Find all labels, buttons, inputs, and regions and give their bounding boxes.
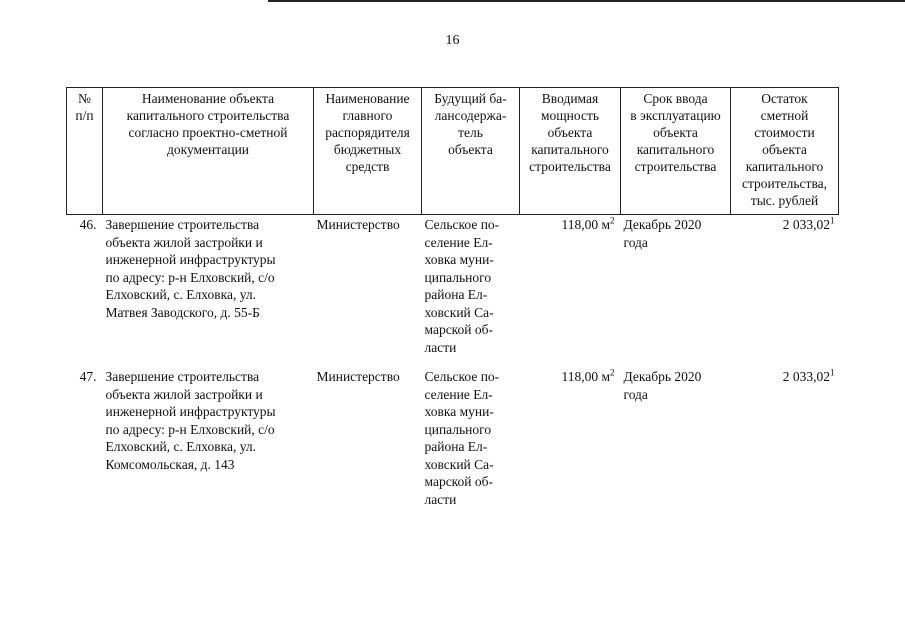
header-line: капитального [636,142,715,157]
header-line: Наименование [325,91,410,106]
header-future-holder [422,88,520,215]
estimated-balance-superscript: 1 [830,367,835,378]
object-name-line: по адресу: р-н Елховский, с/о [105,269,275,285]
estimated-balance-value: 2 033,02 [782,217,830,232]
capacity-superscript: 2 [610,367,615,378]
header-line: в эксплуатацию [630,108,721,123]
estimated-balance [731,215,839,369]
future-holder-line: ласти [424,339,457,355]
table-body [67,215,839,521]
commissioning-term-line: года [623,386,648,402]
top-rule [268,0,905,2]
header-line: Наименование объекта [141,91,275,106]
header-line: № [78,91,91,106]
header-line: Будущий ба- [434,91,507,106]
header-line: средств [345,159,390,174]
row-number: 47. [79,369,97,384]
header-chief-administrator [314,88,422,215]
capacity-value: 118,00 м [561,369,610,384]
capacity [520,368,621,520]
header-line: объекта [448,142,493,157]
future-holder-line: ципального [424,269,492,285]
header-line: п/п [75,108,94,123]
chief-administrator: Министерство [316,369,400,384]
header-line: тель [458,125,483,140]
capacity-superscript: 2 [610,215,615,226]
object-name [103,215,314,369]
table-row [67,215,839,369]
object-name-line: объекта жилой застройки и [105,234,263,250]
table-header-row [67,88,839,215]
future-holder-line: района Ел- [424,439,488,454]
commissioning-term-line: года [623,234,648,250]
page-number: 16 [445,33,460,48]
header-line: главного [342,108,393,123]
capacity-value: 118,00 м [561,217,610,232]
header-estimated-balance [731,88,839,215]
future-holder [422,368,520,520]
commissioning-term-line: Декабрь 2020 [623,217,702,232]
header-line: документации [166,142,250,157]
header-line: капитального [745,159,824,174]
header-line: объекта [762,142,807,157]
capital-construction-table [66,87,839,520]
estimated-balance-value: 2 033,02 [782,369,830,384]
future-holder-line: ховский Са- [424,456,494,472]
header-line: строительства [529,159,611,174]
header-line: Остаток [761,91,808,106]
estimated-balance-superscript: 1 [830,215,835,226]
header-line: капитального [531,142,609,157]
future-holder-line: ховка муни- [424,404,494,419]
future-holder [422,215,520,369]
header-line: сметной [760,108,809,123]
future-holder-line: ховка муни- [424,252,494,267]
header-line: строительства, [741,176,828,191]
estimated-balance [731,368,839,520]
future-holder-line: ласти [424,491,457,507]
future-holder-line: селение Ел- [424,386,493,402]
future-holder-line: марской об- [424,474,494,489]
object-name-line: Завершение строительства [105,217,260,232]
header-line: бюджетных [333,142,402,157]
future-holder-line: ховский Са- [424,304,494,320]
capacity [520,215,621,369]
header-line: распорядителя [325,125,410,140]
object-name-line: Матвея Заводского, д. 55-Б [105,304,260,320]
header-line: капитального строительства [126,108,290,123]
object-name-line: Завершение строительства [105,369,260,384]
object-name-line: по адресу: р-н Елховский, с/о [105,421,275,437]
table-row [67,368,839,520]
future-holder-line: района Ел- [424,287,488,302]
header-line: объекта [547,125,593,140]
object-name-line: Елховский, с. Елховка, ул. [105,287,256,302]
commissioning-term [621,215,731,369]
future-holder-line: ципального [424,421,492,437]
header-line: строительства [634,159,717,174]
object-name-line: Елховский, с. Елховка, ул. [105,439,256,454]
header-line: Срок ввода [643,91,708,106]
object-name-line: Комсомольская, д. 143 [105,456,235,472]
chief-administrator: Министерство [316,217,400,232]
header-line: мощность [540,108,600,123]
header-commissioning-term [621,88,731,215]
header-line: лансодержа- [434,108,507,123]
object-name-line: инженерной инфраструктуры [105,404,276,419]
future-holder-line: марской об- [424,322,494,337]
header-number [67,88,103,215]
header-line: согласно проектно-сметной [128,125,288,140]
object-name [103,368,314,520]
future-holder-line: Сельское по- [424,217,500,232]
header-object-name [103,88,314,215]
commissioning-term-line: Декабрь 2020 [623,369,702,384]
header-line: стоимости [754,125,815,140]
header-line: тыс. рублей [750,193,819,208]
header-capacity [520,88,621,215]
object-name-line: объекта жилой застройки и [105,386,263,402]
object-name-line: инженерной инфраструктуры [105,252,276,267]
commissioning-term [621,368,731,520]
row-number: 46. [79,217,97,232]
future-holder-line: Сельское по- [424,369,500,384]
future-holder-line: селение Ел- [424,234,493,250]
header-line: Вводимая [541,91,599,106]
header-line: объекта [653,125,698,140]
